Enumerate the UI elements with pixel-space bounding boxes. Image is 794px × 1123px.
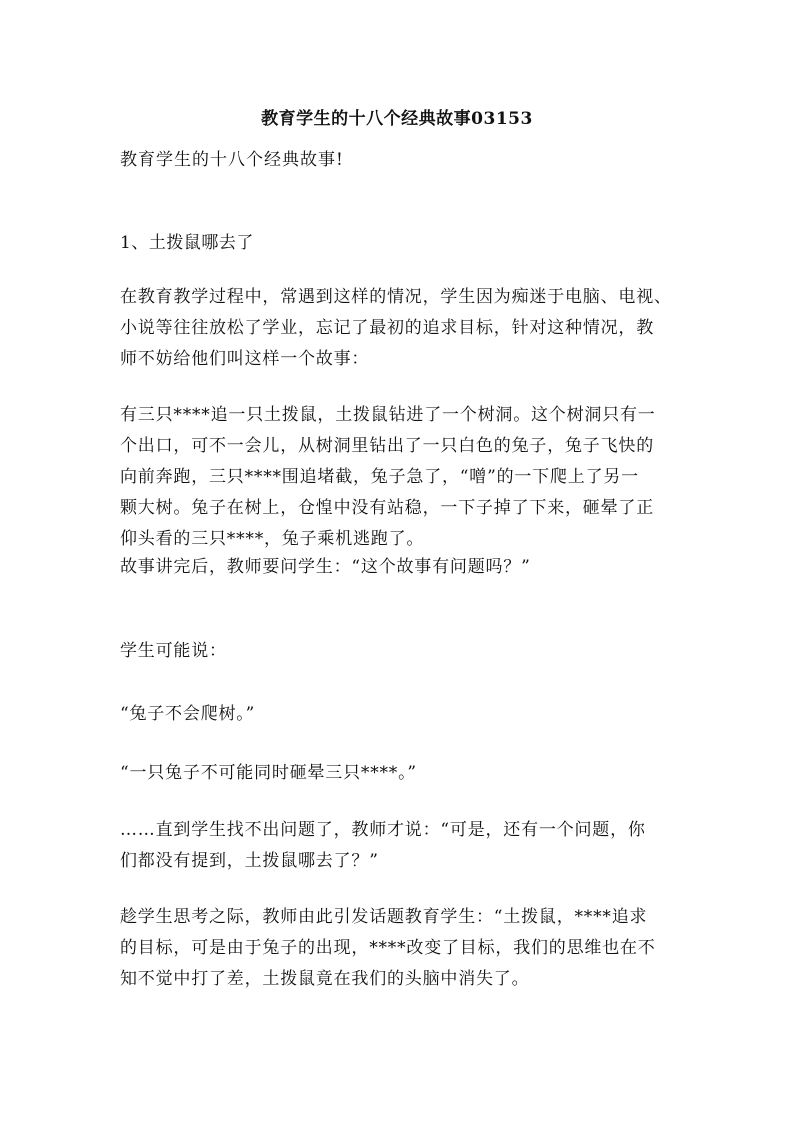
paragraph-line: 仰头看的三只****，兔子乘机逃跑了。 [120, 529, 425, 549]
paragraph-line: 在教育教学过程中，常遇到这样的情况，学生因为痴迷于电脑、电视、 [120, 287, 672, 307]
paragraph-intro [120, 282, 680, 375]
paragraph-line: 小说等往往放松了学业，忘记了最初的追求目标，针对这种情况，教 [120, 318, 654, 338]
paragraph-line: 颗大树。兔子在树上，仓惶中没有站稳，一下子掉了下来，砸晕了正 [120, 498, 654, 518]
document-title: 教育学生的十八个经典故事03153 [261, 109, 533, 129]
paragraph-lesson [120, 902, 680, 995]
paragraph-line: 们都没有提到，土拨鼠哪去了？” [120, 851, 379, 871]
paragraph-line: ……直到学生找不出问题了，教师才说：“可是，还有一个问题，你 [120, 820, 646, 840]
paragraph-quote-1 [120, 699, 680, 730]
paragraph-question [120, 552, 680, 583]
paragraph-line: 个出口，可不一会儿，从树洞里钻出了一只白色的兔子，兔子飞快的 [120, 436, 654, 456]
paragraph-line: 有三只****追一只土拨鼠，土拨鼠钻进了一个树洞。这个树洞只有一 [120, 405, 656, 425]
paragraph-line: “兔子不会爬树。” [120, 704, 256, 724]
paragraph-line: 知不觉中打了差，土拨鼠竟在我们的头脑中消失了。 [120, 969, 530, 989]
paragraph-line: 的目标，可是由于兔子的出现，****改变了目标，我们的思维也在不 [120, 938, 656, 958]
document-subtitle: 教育学生的十八个经典故事! [120, 150, 344, 170]
paragraph-line: 趁学生思考之际，教师由此引发话题教育学生：“土拨鼠，****追求 [120, 907, 648, 927]
paragraph-line: 故事讲完后，教师要问学生：“这个故事有问题吗？” [120, 557, 531, 577]
paragraph-line: “一只兔子不可能同时砸晕三只****。” [120, 763, 417, 783]
paragraph-story [120, 400, 680, 555]
paragraph-line: 学生可能说： [120, 641, 227, 661]
paragraph-line: 师不妨给他们叫这样一个故事： [120, 349, 370, 369]
paragraph-students-say [120, 636, 680, 667]
section-heading: 1、土拨鼠哪去了 [120, 233, 254, 253]
paragraph-teacher-question [120, 815, 680, 877]
paragraph-quote-2 [120, 758, 680, 789]
paragraph-line: 向前奔跑，三只****围追堵截，兔子急了，“噌”的一下爬上了另一 [120, 467, 639, 487]
